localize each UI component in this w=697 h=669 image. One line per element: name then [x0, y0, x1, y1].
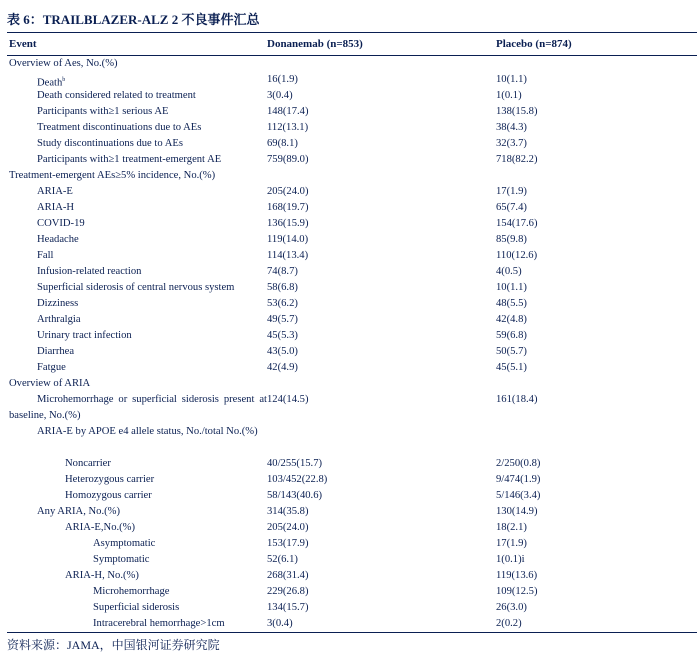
row-placebo-value: 5/146(3.4)	[496, 490, 541, 501]
row-event-text: Noncarrier	[65, 458, 111, 469]
table-row	[7, 584, 697, 600]
row-donanemab-value: 112(13.1)	[267, 122, 309, 133]
row-donanemab-value: 69(8.1)	[267, 138, 298, 149]
row-donanemab-value: 124(14.5)	[267, 394, 309, 405]
row-placebo-value: 119(13.6)	[496, 570, 538, 581]
row-placebo-value: 65(7.4)	[496, 202, 527, 213]
row-event-text: Headache	[37, 234, 79, 245]
table-row	[7, 472, 697, 488]
table-body	[7, 56, 697, 632]
table-row	[7, 216, 697, 232]
row-donanemab-value: 229(26.8)	[267, 586, 309, 597]
header-event: Event	[9, 38, 37, 50]
table-row	[7, 120, 697, 136]
row-donanemab-value: 74(8.7)	[267, 266, 298, 277]
row-event	[37, 136, 183, 152]
row-donanemab-value: 52(6.1)	[267, 554, 298, 565]
row-event-text: ARIA-E,No.(%)	[65, 522, 136, 533]
row-donanemab-value: 42(4.9)	[267, 362, 298, 373]
row-donanemab-value: 3(0.4)	[267, 618, 293, 629]
row-placebo-value: 32(3.7)	[496, 138, 527, 149]
table-row	[7, 360, 697, 376]
table-row	[7, 184, 697, 200]
row-event	[37, 296, 78, 312]
row-placebo-value: 138(15.8)	[496, 106, 538, 117]
row-donanemab-value: 114(13.4)	[267, 250, 309, 261]
table-row	[7, 168, 697, 184]
row-event	[37, 104, 168, 120]
row-event-text: COVID-19	[37, 218, 85, 229]
row-placebo-value: 18(2.1)	[496, 522, 527, 533]
row-event	[37, 328, 132, 344]
table-row	[7, 376, 697, 392]
table-row	[7, 392, 697, 424]
row-event	[65, 472, 154, 488]
row-donanemab-value: 205(24.0)	[267, 186, 309, 197]
table-row	[7, 328, 697, 344]
row-placebo-value: 2/250(0.8)	[496, 458, 541, 469]
row-event-text: Treatment discontinuations due to AEs	[37, 122, 202, 133]
row-placebo-value: 1(0.1)	[496, 90, 522, 101]
row-donanemab-value: 759(89.0)	[267, 154, 309, 165]
row-event	[93, 536, 155, 552]
row-placebo-value: 718(82.2)	[496, 154, 538, 165]
row-event-text: Arthralgia	[37, 314, 81, 325]
row-footnote-mark: b	[62, 77, 66, 83]
row-placebo-value: 50(5.7)	[496, 346, 527, 357]
row-event	[93, 584, 169, 600]
row-placebo-value: 42(4.8)	[496, 314, 527, 325]
row-event-text: Superficial siderosis	[93, 602, 180, 613]
row-event-text: ARIA-E by APOE e4 allele status, No./total No.(%)	[37, 426, 258, 437]
row-event-text: Superficial siderosis of central nervous system	[37, 282, 235, 293]
table-row	[7, 152, 697, 168]
row-donanemab-value: 58(6.8)	[267, 282, 298, 293]
header-placebo: Placebo (n=874)	[496, 38, 572, 50]
table-row	[7, 248, 697, 264]
row-event	[37, 200, 74, 216]
row-event	[37, 312, 81, 328]
row-event	[37, 344, 74, 360]
row-event	[93, 552, 150, 568]
row-placebo-value: 48(5.5)	[496, 298, 527, 309]
row-event	[37, 152, 221, 168]
table-row	[7, 200, 697, 216]
row-event-text: Fall	[37, 250, 54, 261]
row-event	[65, 456, 111, 472]
row-event-text: Overview of ARIA	[9, 378, 91, 389]
row-donanemab-value: 153(17.9)	[267, 538, 309, 549]
row-event-text: Intracerebral hemorrhage>1cm	[93, 618, 225, 629]
table-row	[7, 536, 697, 552]
row-donanemab-value: 53(6.2)	[267, 298, 298, 309]
row-placebo-value: 1(0.1)i	[496, 554, 525, 565]
table-row	[7, 520, 697, 536]
row-donanemab-value: 40/255(15.7)	[267, 458, 323, 469]
row-placebo-value: 59(6.8)	[496, 330, 527, 341]
row-event	[65, 568, 139, 584]
table-row	[7, 504, 697, 520]
row-placebo-value: 10(1.1)	[496, 282, 527, 293]
table-row	[7, 280, 697, 296]
row-donanemab-value: 119(14.0)	[267, 234, 309, 245]
row-donanemab-value: 43(5.0)	[267, 346, 298, 357]
row-event	[37, 216, 85, 232]
row-placebo-value: 45(5.1)	[496, 362, 527, 373]
row-event	[9, 168, 215, 184]
row-donanemab-value: 168(19.7)	[267, 202, 309, 213]
row-event-text: Death considered related to treatment	[37, 90, 196, 101]
row-event	[37, 504, 120, 520]
row-event-text: Diarrhea	[37, 346, 75, 357]
table-row	[7, 344, 697, 360]
table-row	[7, 136, 697, 152]
row-event	[9, 376, 90, 392]
row-event-text: Microhemorrhage	[93, 586, 170, 597]
row-event	[37, 360, 66, 376]
table-row	[7, 232, 697, 248]
row-donanemab-value: 49(5.7)	[267, 314, 298, 325]
row-event	[65, 520, 135, 536]
row-placebo-value: 110(12.6)	[496, 250, 538, 261]
row-event	[37, 184, 73, 200]
table-row	[7, 56, 697, 72]
row-event-text: Participants with≥1 serious AE	[37, 106, 169, 117]
row-event-text: Treatment-emergent AEs≥5% incidence, No.(%)	[9, 170, 216, 181]
row-donanemab-value: 3(0.4)	[267, 90, 293, 101]
row-event	[37, 232, 79, 248]
row-placebo-value: 4(0.5)	[496, 266, 522, 277]
row-placebo-value: 9/474(1.9)	[496, 474, 541, 485]
row-event-text: Overview of Aes, No.(%)	[9, 58, 118, 69]
row-event-text: Urinary tract infection	[37, 330, 132, 341]
row-donanemab-value: 58/143(40.6)	[267, 490, 323, 501]
row-event	[93, 600, 179, 616]
row-event-text: Fatgue	[37, 362, 66, 373]
row-placebo-value: 17(1.9)	[496, 538, 527, 549]
row-event	[37, 248, 53, 264]
row-event-text: Symptomatic	[93, 554, 150, 565]
row-event-text: ARIA-H	[37, 202, 75, 213]
row-donanemab-value: 205(24.0)	[267, 522, 309, 533]
table-row	[7, 568, 697, 584]
row-event-text: Microhemorrhage or superficial siderosis present at baseline, No.(%)	[9, 394, 267, 421]
row-event	[37, 264, 141, 280]
row-donanemab-value: 148(17.4)	[267, 106, 309, 117]
row-event-text: Homozygous carrier	[65, 490, 152, 501]
row-event	[65, 488, 152, 504]
table-row	[7, 616, 697, 632]
table-row	[7, 552, 697, 568]
row-event	[9, 392, 267, 424]
row-event-text: Death	[37, 77, 63, 89]
row-donanemab-value: 268(31.4)	[267, 570, 309, 581]
table-row	[7, 296, 697, 312]
row-event	[37, 88, 196, 104]
table-row	[7, 88, 697, 104]
table-header	[7, 32, 697, 56]
row-placebo-value: 2(0.2)	[496, 618, 522, 629]
source-note	[7, 636, 220, 653]
row-placebo-value: 38(4.3)	[496, 122, 527, 133]
table-bottom-rule	[7, 632, 697, 633]
table-row	[7, 264, 697, 280]
row-event	[37, 120, 201, 136]
row-event	[93, 616, 225, 632]
row-placebo-value: 10(1.1)	[496, 74, 527, 85]
row-event-text: Study discontinuations due to AEs	[37, 138, 183, 149]
row-donanemab-value: 314(35.8)	[267, 506, 309, 517]
row-event-text: Infusion-related reaction	[37, 266, 142, 277]
row-donanemab-value: 16(1.9)	[267, 74, 298, 85]
table-row	[7, 424, 697, 456]
row-donanemab-value: 103/452(22.8)	[267, 474, 328, 485]
row-event-text: Asymptomatic	[93, 538, 156, 549]
row-event-text: ARIA-H, No.(%)	[65, 570, 139, 581]
adverse-events-table	[7, 32, 697, 633]
row-event	[9, 56, 118, 72]
row-event-text: Heterozygous carrier	[65, 474, 155, 485]
row-event-text: ARIA-E	[37, 186, 73, 197]
row-placebo-value: 17(1.9)	[496, 186, 527, 197]
row-event-text: Participants with≥1 treatment-emergent AE	[37, 154, 222, 165]
row-event	[37, 280, 234, 296]
row-placebo-value: 85(9.8)	[496, 234, 527, 245]
source-text: 资料来源：JAMA，中国银河证券研究院	[7, 638, 220, 652]
row-event-text: Any ARIA, No.(%)	[37, 506, 120, 517]
row-donanemab-value: 134(15.7)	[267, 602, 309, 613]
row-placebo-value: 109(12.5)	[496, 586, 538, 597]
row-event-text: Dizziness	[37, 298, 79, 309]
row-placebo-value: 130(14.9)	[496, 506, 538, 517]
row-placebo-value: 26(3.0)	[496, 602, 527, 613]
row-donanemab-value: 136(15.9)	[267, 218, 309, 229]
table-row	[7, 488, 697, 504]
header-donanemab: Donanemab (n=853)	[267, 38, 363, 50]
table-title: 表 6：TRAILBLAZER-ALZ 2 不良事件汇总	[7, 12, 260, 27]
table-row	[7, 456, 697, 472]
row-placebo-value: 154(17.6)	[496, 218, 538, 229]
table-row	[7, 312, 697, 328]
table-row	[7, 104, 697, 120]
row-event	[9, 424, 267, 440]
row-donanemab-value: 45(5.3)	[267, 330, 298, 341]
table-row	[7, 72, 697, 88]
row-placebo-value: 161(18.4)	[496, 394, 538, 405]
table-row	[7, 600, 697, 616]
